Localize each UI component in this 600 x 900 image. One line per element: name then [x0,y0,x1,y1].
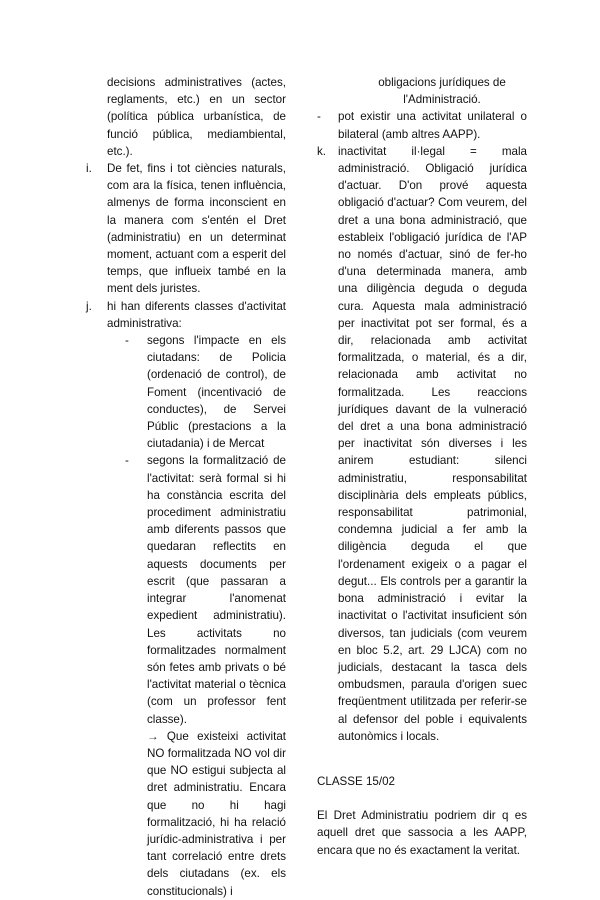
list-marker-j: j. [86,299,92,313]
sub-item-formalitzacio-text: segons la formalització de l'activitat: serà formal si hi ha constància escrita del procediment administratiu amb diferents passos que quedaran reflectits en aquests documents per escrit (que passaran a integrar l'anomenat expedient administratiu). Les activitats no formalitzades normalment són fetes amb privats o bé l'activitat material o tècnica (com un professor fent classe). [147,454,286,726]
dash-marker: - [125,454,129,468]
list-item-k [317,143,527,745]
right-column [317,74,527,859]
left-column [86,74,286,900]
left-continuation-text: decisions administratives (actes, reglaments, etc.) en un sector (política pública urbanística, de funció pública, mediambiental, etc.). [107,76,286,158]
dash-item-unilateral [317,108,527,142]
dash-marker: - [125,334,129,348]
list-item-j [86,298,286,900]
section-paragraph: El Dret Administratiu podriem dir q es aquell dret que sassocia a les AAPP, encara que no és exactament la veritat. [317,809,527,857]
sub-item-formalitzacio [107,452,286,899]
list-marker-k: k. [317,144,327,158]
list-item-i [86,160,286,298]
section-heading: CLASSE 15/02 [317,774,395,788]
list-item-j-text: hi han diferents classes d'activitat administrativa: [107,299,286,330]
sub-item-impacte-text: segons l'impacte en els ciutadans: de Policia (ordenació de control), de Foment (incentivació de conductes), de Servei Públic (prestacions a la ciutadania) i de Mercat [147,334,286,451]
sub-item-note-text: → Que existeixi activitat NO formalitzada NO vol dir que NO estigui subjecta al dret administratiu. Encara que no hi hagi formalització, hi ha relació jurídic-administrativa i per tant correlació entre drets dels ciutadans (ex. els constitucionals) i [147,729,286,898]
dash-item-unilateral-text: pot existir una activitat unilateral o bilateral (amb altres AAPP). [338,110,527,141]
right-continuation-text: obligacions jurídiques de l'Administració. [378,76,506,107]
list-item-k-text: inactivitat il·legal = mala administració. Obligació jurídica d'actuar. D'on prové aquesta obligació d'actuar? Com veurem, del dret a una bona administració, que estableix l'obligació jurídica de l'AP no només d'actuar, sinó de fer-ho d'una determinada manera, amb una diligència deguda o deguda cura. Aquesta mala administració per inactivitat pot ser formal, és a dir, relacionada amb activitat formalitzada, o material, és a dir, relacionada amb activitat no formalitzada. Les reaccions jurídiques davant de la vulneració del dret a una bona administració per inactivitat són diverses i les anirem estudiant: silenci administratiu, responsabilitat disciplinària dels empleats públics, responsabilitat patrimonial, condemna judicial a fer amb la diligència deguda el que l'ordenament exigeix o a pagar el degut... Els controls per a garantir la bona administració i evitar la inactivitat o l'activitat insuficient són diversos, tan judicials (com veurem en bloc 5.2, art. 29 LJCA) com no judicials, destacant la tasca dels ombudsmen, paraula d'origen suec freqüentment utilitzada per referir-se al defensor del poble i equivalents autonòmics i locals. [338,144,527,743]
list-item-i-text: De fet, fins i tot ciències naturals, com ara la física, tenen influència, almenys de forma inconscient en la manera com s'entén el Dret (administratiu) en un determinat moment, actuant com a esperit del temps, que influeix també en la ment dels juristes. [107,162,286,296]
list-marker-i: i. [86,162,92,176]
sub-item-impacte [107,332,286,452]
dash-marker: - [317,110,321,124]
